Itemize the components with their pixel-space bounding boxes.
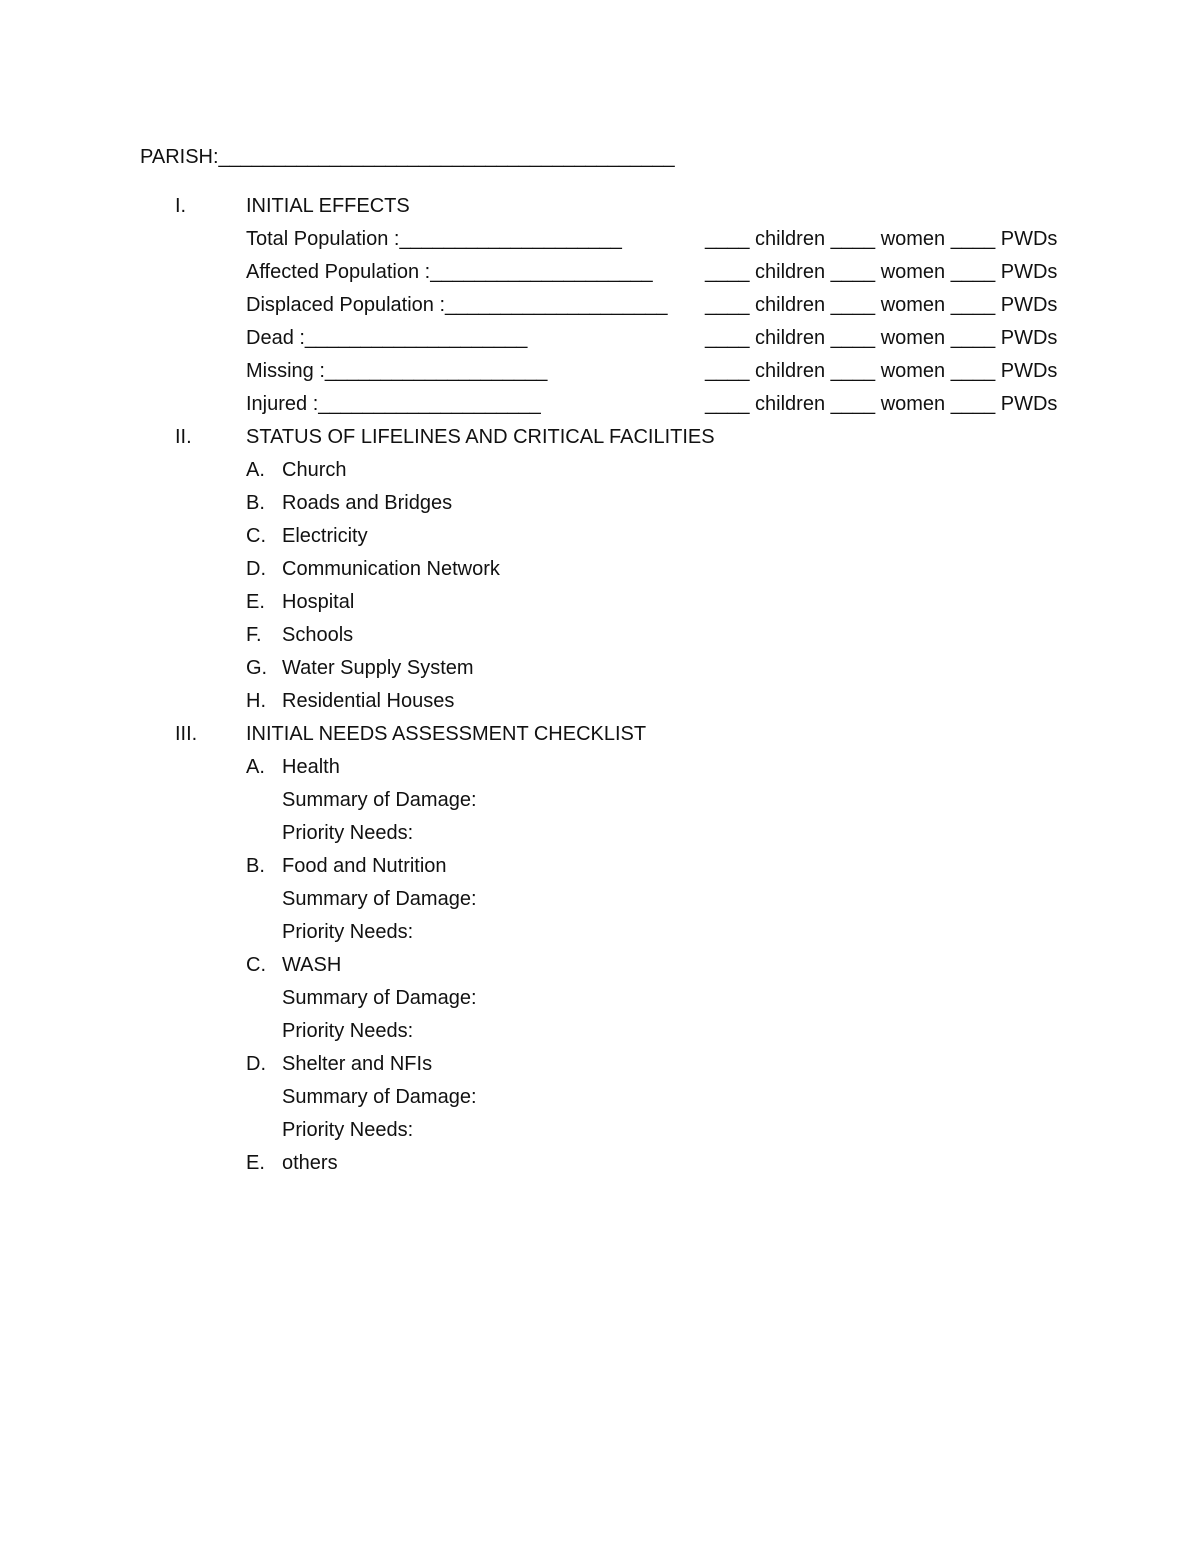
dead-field: Dead :____________________ [246,327,528,349]
list-item-food-nutrition: Food and Nutrition [282,855,447,877]
total-population-breakdown: ____ children ____ women ____ PWDs [705,228,1058,250]
list-item-letter: B. [246,492,265,514]
section-title-lifelines: STATUS OF LIFELINES AND CRITICAL FACILITIES [246,426,715,448]
priority-needs-label: Priority Needs: [282,1119,414,1141]
summary-of-damage-label: Summary of Damage: [282,1086,477,1108]
list-item-letter: D. [246,558,266,580]
list-item-letter: E. [246,1152,265,1174]
parish-field: PARISH:_________________________________________ [140,146,675,168]
list-item-hospital: Hospital [282,591,355,613]
list-item-water-supply: Water Supply System [282,657,474,679]
list-item-letter: F. [246,624,262,646]
list-item-church: Church [282,459,347,481]
missing-breakdown: ____ children ____ women ____ PWDs [705,360,1058,382]
list-item-shelter-nfis: Shelter and NFIs [282,1053,433,1075]
section-title-needs-checklist: INITIAL NEEDS ASSESSMENT CHECKLIST [246,723,647,745]
list-item-communication: Communication Network [282,558,500,580]
total-population-field: Total Population :____________________ [246,228,622,250]
list-item-letter: A. [246,459,265,481]
list-item-wash: WASH [282,954,342,976]
list-item-roads-bridges: Roads and Bridges [282,492,453,514]
injured-field: Injured :____________________ [246,393,541,415]
list-item-letter: G. [246,657,268,679]
list-item-letter: C. [246,525,266,547]
section-numeral-ii: II. [175,426,192,448]
list-item-health: Health [282,756,340,778]
list-item-letter: A. [246,756,265,778]
section-title-initial-effects: INITIAL EFFECTS [246,195,410,217]
list-item-letter: E. [246,591,265,613]
list-item-letter: B. [246,855,265,877]
list-item-residential: Residential Houses [282,690,455,712]
list-item-letter: D. [246,1053,266,1075]
missing-field: Missing :____________________ [246,360,548,382]
affected-population-field: Affected Population :____________________ [246,261,653,283]
list-item-letter: C. [246,954,266,976]
list-item-schools: Schools [282,624,354,646]
injured-breakdown: ____ children ____ women ____ PWDs [705,393,1058,415]
affected-population-breakdown: ____ children ____ women ____ PWDs [705,261,1058,283]
summary-of-damage-label: Summary of Damage: [282,888,477,910]
summary-of-damage-label: Summary of Damage: [282,789,477,811]
displaced-population-field: Displaced Population :____________________ [246,294,668,316]
list-item-electricity: Electricity [282,525,368,547]
section-numeral-iii: III. [175,723,198,745]
list-item-letter: H. [246,690,266,712]
summary-of-damage-label: Summary of Damage: [282,987,477,1009]
priority-needs-label: Priority Needs: [282,822,414,844]
section-numeral-i: I. [175,195,187,217]
dead-breakdown: ____ children ____ women ____ PWDs [705,327,1058,349]
priority-needs-label: Priority Needs: [282,1020,414,1042]
list-item-others: others [282,1152,338,1174]
displaced-population-breakdown: ____ children ____ women ____ PWDs [705,294,1058,316]
priority-needs-label: Priority Needs: [282,921,414,943]
